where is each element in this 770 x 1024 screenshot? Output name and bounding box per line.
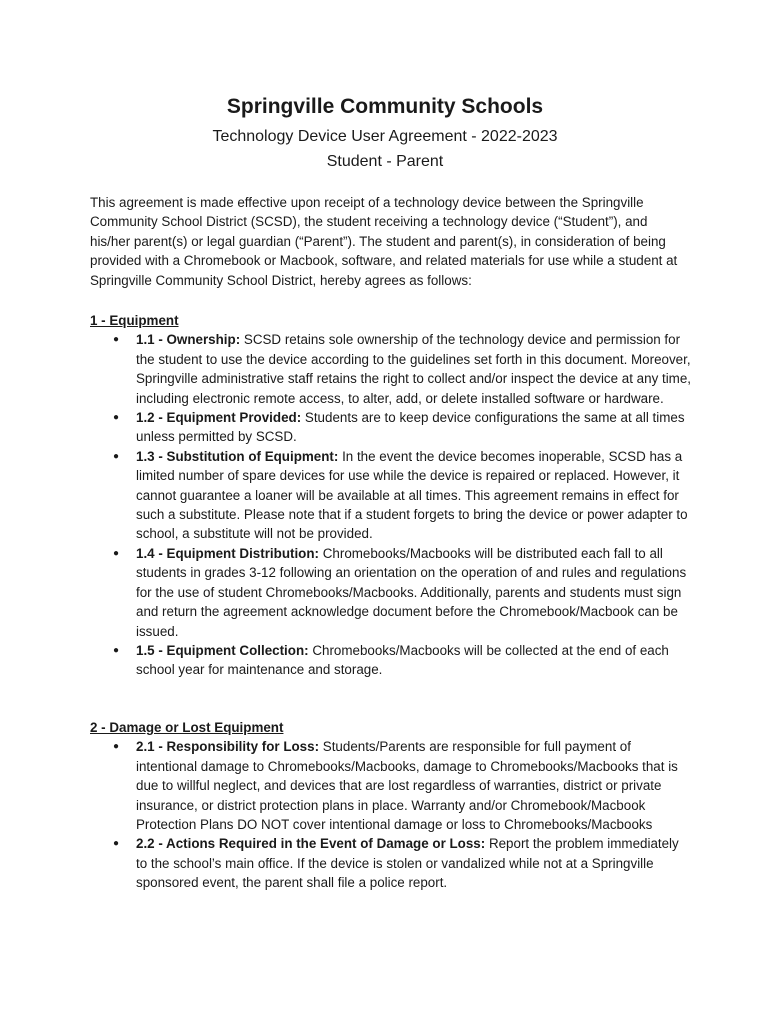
section-heading: 1 - Equipment [90, 313, 179, 328]
item-label: 1.2 - Equipment Provided: [136, 410, 302, 426]
intro-paragraph: This agreement is made effective upon receipt of a technology device between the Springville Community School District (SCSD), the student receiving a technology device (“Student”), and his/her parent(s) or legal guardian (“Parent”). The student and parent(s), in consideration of being provided with a Chromebook or Macbook, software, and related materials for use while a student at Springville Community School District, hereby agrees as follows: [90, 195, 678, 288]
list-item [90, 544, 692, 641]
bullet-icon: ● [113, 334, 120, 346]
list-item [90, 447, 692, 544]
section-heading: 2 - Damage or Lost Equipment [90, 720, 284, 735]
item-text: SCSD retains sole ownership of the technology device and permission for the student to use the device according to the guidelines set forth in this document. Moreover, Springville administrative staff retains the right to collect and/or inspect the device at any time, including electronic remote access, to alter, add, or delete installed software or hardware. [136, 332, 691, 406]
section-item-list [90, 330, 690, 679]
bullet-icon: ● [113, 644, 120, 656]
list-item [90, 737, 692, 834]
item-label: 1.5 - Equipment Collection: [136, 642, 309, 658]
bullet-icon: ● [113, 412, 120, 424]
list-item [90, 408, 692, 447]
item-text: Students are to keep device configurations the same at all times unless permitted by SCSD. [136, 410, 685, 445]
document-title: Springville Community Schools [226, 95, 544, 118]
item-text: Students/Parents are responsible for full payment of intentional damage to Chromebooks/Macbooks, damage to Chromebooks/Macbooks that is due to willful neglect, and devices that are lost regardless of warranties, district or private insurance, or district protection plans in place. Warranty and/or Chromebook/Macbook Protection Plans DO NOT cover intentional damage or loss to Chromebooks/Macbooks [136, 739, 678, 833]
bullet-icon: ● [113, 741, 120, 753]
item-text: In the event the device becomes inoperable, SCSD has a limited number of spare devices for use while the device is repaired or replaced. However, it cannot guarantee a loaner will be available at all times. This agreement remains in effect for such a substitute. Please note that if a student forgets to bring the device or power adapter to school, a substitute will not be provided. [136, 448, 688, 542]
item-label: 1.4 - Equipment Distribution: [136, 545, 320, 561]
list-item [90, 641, 692, 680]
item-label: 2.2 - Actions Required in the Event of Damage or Loss: [136, 836, 486, 852]
bullet-icon: ● [113, 838, 120, 850]
item-label: 2.1 - Responsibility for Loss: [136, 739, 320, 755]
item-text: Chromebooks/Macbooks will be distributed each fall to all students in grades 3-12 following an orientation on the operation of and rules and regulations for the use of student Chromebooks/Macbooks. Additionally, parents and students must sign and return the agreement acknowledge document before the Chromebook/Macbook can be issued. [136, 545, 687, 639]
bullet-icon: ● [113, 450, 120, 462]
document-audience: Student - Parent [326, 153, 444, 170]
item-text: Chromebooks/Macbooks will be collected at the end of each school year for maintenance and storage. [136, 642, 669, 678]
item-text: Report the problem immediately to the school’s main office. If the device is stolen or vandalized while not at a Springville sponsored event, the parent shall file a police report. [136, 836, 679, 891]
section-item-list [90, 737, 690, 892]
list-item [90, 834, 692, 892]
section-equipment [90, 311, 690, 680]
document-subtitle: Technology Device User Agreement - 2022-2023 [212, 128, 558, 145]
list-item [90, 330, 692, 408]
item-label: 1.1 - Ownership: [136, 332, 241, 348]
section-damage-or-loss [90, 718, 690, 893]
item-label: 1.3 - Substitution of Equipment: [136, 448, 339, 464]
bullet-icon: ● [113, 547, 120, 559]
